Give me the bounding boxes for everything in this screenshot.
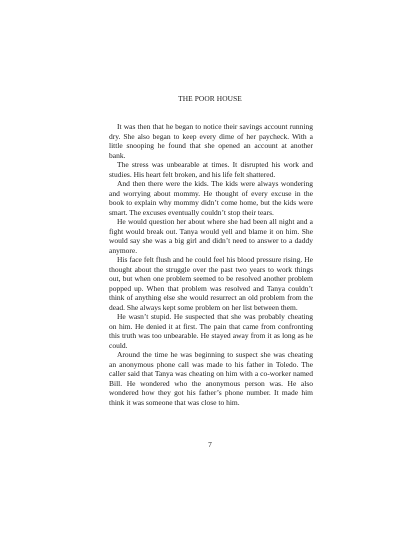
- running-head-title: THE POOR HOUSE: [178, 94, 242, 103]
- paragraph: His face felt flush and he could feel his blood pressure rising. He thought about the struggle over the past two years to work things out, but when one problem seemed to be resolved another problem popped up. When that problem was resolved and Tanya couldn’t think of anything else she would resurrect an old problem from the dead. She always kept some problem on her list between them.: [109, 255, 313, 312]
- paragraph: He wasn’t stupid. He suspected that she was probably cheating on him. He denied it at first. The pain that came from confronting this truth was too unbearable. He stayed away from it as long as he could.: [109, 312, 313, 350]
- paragraph: And then there were the kids. The kids were always wondering and worrying about mommy. He thought of every excuse in the book to explain why mommy didn’t come home, but the kids were smart. The excuses eventually couldn’t stop their tears.: [109, 179, 313, 217]
- paragraph: It was then that he began to notice their savings account running dry. She also began to keep every dime of her paycheck. With a little snooping he found that she opened an account at another bank.: [109, 122, 313, 160]
- body-text: [109, 122, 313, 407]
- page-number: 7: [208, 440, 212, 449]
- paragraph: He would question her about where she had been all night and a fight would break out. Tanya would yell and blame it on him. She would say she was a big girl and didn’t need to answer to a daddy anymore.: [109, 217, 313, 255]
- paragraph: The stress was unbearable at times. It disrupted his work and studies. His heart felt broken, and his life felt shattered.: [109, 160, 313, 179]
- paragraph: Around the time he was beginning to suspect she was cheating an anonymous phone call was made to his father in Toledo. The caller said that Tanya was cheating on him with a co-worker named Bill. He wondered who the anonymous person was. He also wondered how they got his father’s phone number. It made him think it was someone that was close to him.: [109, 350, 313, 407]
